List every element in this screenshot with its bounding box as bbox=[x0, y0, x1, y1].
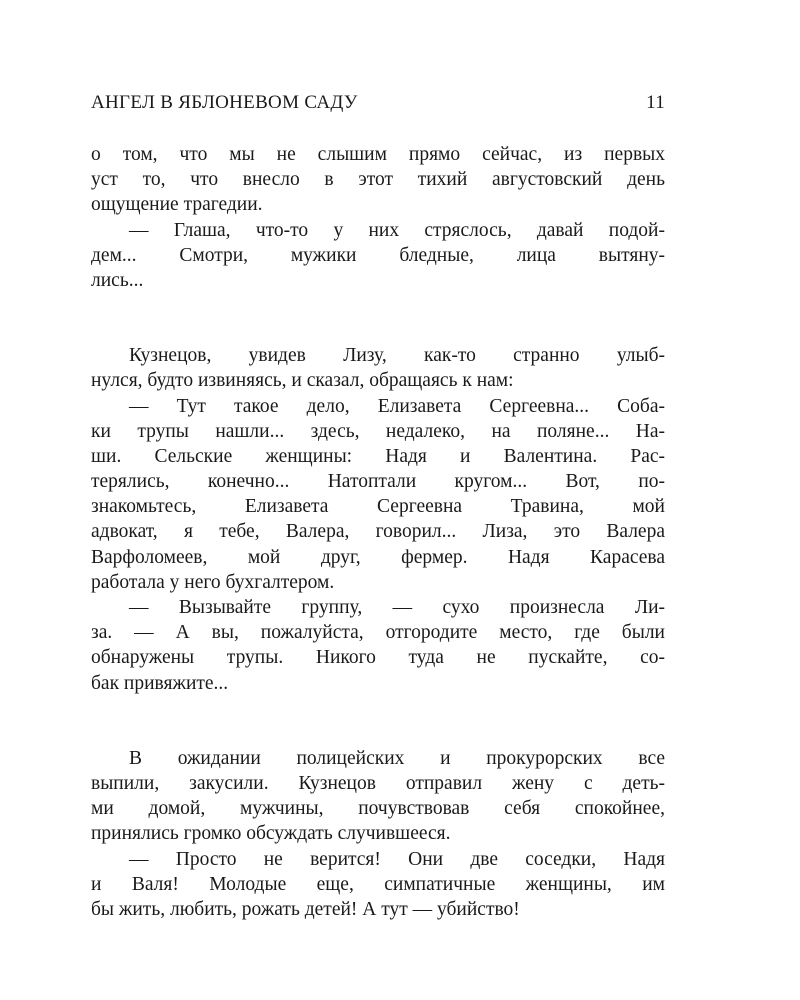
text-line: дем... Смотри, мужики бледные, лица вытяну- bbox=[91, 244, 665, 266]
text-line: — Тут такое дело, Елизавета Сергеевна... Соба- bbox=[129, 395, 665, 417]
text-line: за. — А вы, пожалуйста, отгородите место, где были bbox=[91, 622, 665, 644]
text-section bbox=[91, 142, 665, 293]
page-number: 11 bbox=[646, 92, 665, 113]
text-line: Кузнецов, увидев Лизу, как-то странно улыб- bbox=[129, 345, 665, 367]
text-line: бак привяжите... bbox=[91, 672, 229, 694]
text-line: — Просто не верится! Они две соседки, Надя bbox=[129, 848, 665, 870]
text-line: нулся, будто извиняясь, и сказал, обращаясь к нам: bbox=[91, 370, 514, 392]
text-line: — Глаша, что-то у них стряслось, давай подой- bbox=[129, 219, 665, 241]
paragraph bbox=[91, 595, 665, 696]
body-text bbox=[91, 142, 665, 922]
text-line: ши. Сельские женщины: Надя и Валентина. Рас- bbox=[91, 445, 665, 467]
text-line: — Вызывайте группу, — сухо произнесла Ли- bbox=[129, 597, 665, 618]
paragraph bbox=[91, 394, 665, 596]
section-break bbox=[91, 696, 665, 746]
text-line: В ожидании полицейских и прокурорских все bbox=[129, 747, 665, 769]
text-line: Варфоломеев, мой друг, фермер. Надя Карасева bbox=[91, 546, 665, 568]
text-line: работала у него бухгалтером. bbox=[91, 571, 335, 593]
text-line: бы жить, любить, рожать детей! А тут — убийство! bbox=[91, 898, 520, 920]
paragraph bbox=[91, 847, 665, 923]
text-line: уст то, что внесло в этот тихий августовский день bbox=[91, 169, 665, 191]
text-line: ми домой, мужчины, почувствовав себя спокойнее, bbox=[91, 798, 665, 820]
text-section bbox=[91, 343, 665, 696]
text-line: лись... bbox=[91, 269, 144, 291]
text-line: ки трупы нашли... здесь, недалеко, на поляне... На- bbox=[91, 420, 665, 442]
text-line: адвокат, я тебе, Валера, говорил... Лиза, это Валера bbox=[91, 521, 665, 543]
text-line: терялись, конечно... Натоптали кругом... Вот, по- bbox=[91, 471, 665, 493]
text-section bbox=[91, 746, 665, 922]
paragraph bbox=[91, 142, 665, 218]
text-line: о том, что мы не слышим прямо сейчас, из первых bbox=[91, 144, 665, 165]
paragraph bbox=[91, 343, 665, 393]
section-break bbox=[91, 293, 665, 343]
paragraph bbox=[91, 746, 665, 847]
text-line: ощущение трагедии. bbox=[91, 194, 263, 216]
running-head bbox=[91, 92, 665, 132]
text-line: знакомьтесь, Елизавета Сергеевна Травина, мой bbox=[91, 496, 665, 518]
book-page bbox=[91, 92, 665, 922]
text-line: обнаружены трупы. Никого туда не пускайте, со- bbox=[91, 647, 665, 669]
paragraph bbox=[91, 218, 665, 294]
running-title: АНГЕЛ В ЯБЛОНЕВОМ САДУ bbox=[91, 92, 358, 113]
text-line: и Валя! Молодые еще, симпатичные женщины, им bbox=[91, 873, 665, 895]
text-line: принялись громко обсуждать случившееся. bbox=[91, 823, 451, 845]
text-line: выпили, закусили. Кузнецов отправил жену с деть- bbox=[91, 772, 665, 794]
